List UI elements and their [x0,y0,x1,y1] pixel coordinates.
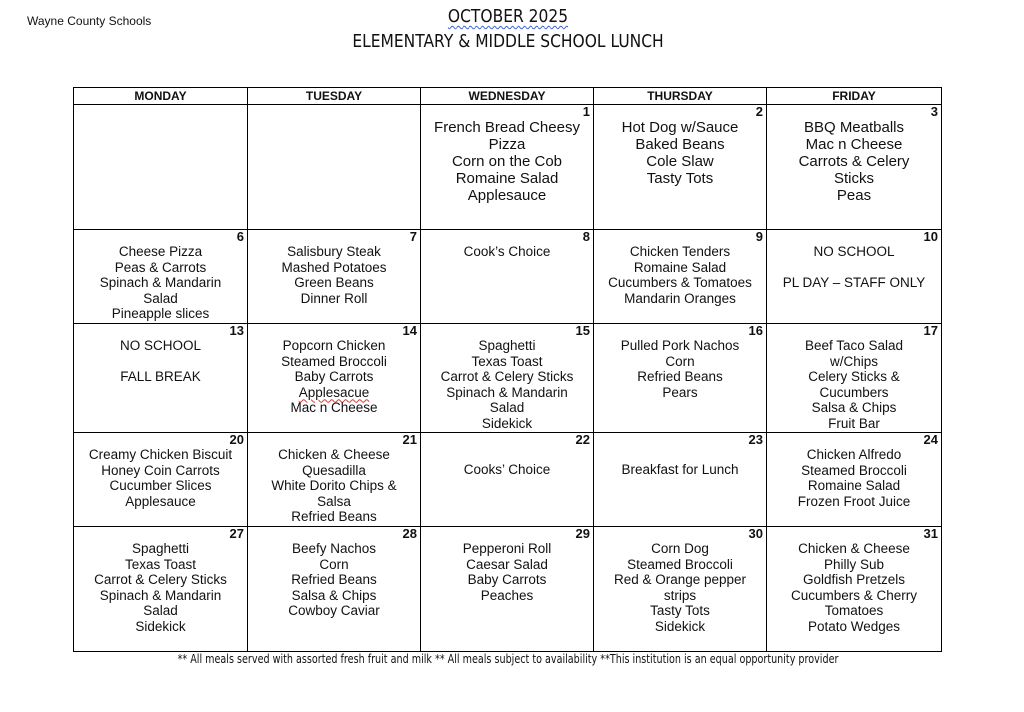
date-number: 10 [923,229,938,244]
menu-item: Creamy Chicken Biscuit [88,447,233,462]
menu-item: Green Beans [294,275,374,290]
menu-item: White Dorito Chips & [271,478,397,493]
date-number: 20 [229,432,244,447]
menu-items [767,447,941,509]
date-number: 16 [748,323,763,338]
menu-item: Texas Toast [124,556,197,572]
menu-item: Baby Carrots [294,369,374,384]
date-number: 28 [402,526,417,541]
date-number: 22 [575,432,590,447]
day-cell [74,230,248,324]
menu-calendar [73,87,942,652]
menu-item: Cucumber Slices [109,478,212,493]
menu-item: Steamed Broccoli [801,462,907,478]
menu-item: Texas Toast [471,353,543,369]
menu-item: Refried Beans [291,509,377,524]
menu-item: BBQ Meatballs [803,119,905,136]
menu-item: Baby Carrots [467,572,547,587]
menu-items [421,244,593,260]
menu-item: Cheese Pizza [118,244,203,259]
menu-spacer [771,260,937,275]
menu-item: Salisbury Steak [287,244,381,259]
menu-item: Dinner Roll [300,290,368,306]
footer-note: ** All meals served with assorted fresh fruit and milk ** All meals subject to availability **This institution is an equal opportunity provider [177,652,839,666]
date-number: 6 [236,229,244,244]
menu-item: Chicken Tenders [629,244,731,259]
menu-spacer [598,447,762,462]
menu-items [421,338,593,431]
day-cell [74,105,248,230]
menu-items [767,541,941,634]
day-cell [767,527,942,652]
date-number: 7 [409,229,417,244]
date-number: 9 [755,229,763,244]
menu-item: French Bread Cheesy [434,119,580,136]
day-header-tuesday: TUESDAY [248,88,421,105]
day-cell [594,433,767,527]
menu-item: Corn [319,556,349,572]
menu-item: Mac n Cheese [290,400,378,415]
menu-item: Mandarin Oranges [624,290,736,306]
menu-item: Spaghetti [131,541,190,556]
date-number: 3 [930,104,938,119]
menu-item: strips [663,587,697,603]
day-cell [421,230,594,324]
menu-items [594,338,766,400]
menu-item: Romaine Salad [807,478,901,493]
menu-item: Pepperoni Roll [462,541,552,556]
menu-item: Caesar Salad [466,556,548,572]
date-number: 31 [923,526,938,541]
menu-items [594,244,766,306]
day-cell [767,230,942,324]
menu-items [248,338,420,416]
date-number: 13 [229,323,244,338]
page-title [71,6,945,27]
menu-item: Tasty Tots [650,603,710,618]
week-row [74,230,942,324]
day-header-thursday: THURSDAY [594,88,767,105]
menu-item: Sidekick [135,618,186,634]
menu-item: Carrot & Celery Sticks [94,572,227,587]
day-cell [421,324,594,433]
weekday-header-row [74,88,942,105]
day-cell [421,433,594,527]
menu-item: Beefy Nachos [291,541,377,556]
day-cell [594,324,767,433]
date-number: 21 [402,432,417,447]
menu-item: Tasty Tots [646,170,714,187]
menu-items [421,119,593,204]
menu-item: Cucumbers & Cherry [790,587,918,603]
district-name: Wayne County Schools [27,14,152,28]
week-row [74,324,942,433]
day-cell [594,527,767,652]
menu-items [74,338,247,384]
date-number: 14 [402,323,417,338]
menu-items [74,447,247,509]
menu-item: PL DAY – STAFF ONLY [782,274,926,290]
day-cell [74,527,248,652]
menu-spacer [78,354,243,369]
menu-item: Spaghetti [478,338,536,353]
date-number: 1 [582,104,590,119]
menu-item: Salad [143,603,178,618]
menu-item: Cowboy Caviar [288,603,380,618]
menu-item: Quesadilla [302,462,366,478]
menu-item: Breakfast for Lunch [621,462,739,477]
menu-item: Spinach & Mandarin [446,384,568,400]
page-title-text: OCTOBER 2025 [447,6,569,27]
menu-item: Steamed Broccoli [627,556,733,572]
menu-item: NO SCHOOL [119,338,201,353]
menu-item: Salsa & Chips [291,587,377,603]
date-number [74,105,247,119]
menu-items [594,119,766,187]
menu-item: Fruit Bar [828,415,880,431]
menu-item: Chicken & Cheese [798,541,910,556]
menu-items [74,541,247,634]
week-row [74,105,942,230]
menu-items [74,244,247,322]
day-cell [248,230,421,324]
menu-item: Pears [662,384,698,400]
menu-items [248,447,420,525]
day-cell [594,105,767,230]
menu-item: Spinach & Mandarin [99,587,222,603]
menu-item: Corn Dog [651,541,709,556]
day-cell [248,324,421,433]
day-cell [74,433,248,527]
menu-item: Salad [143,290,178,306]
menu-items [594,541,766,634]
menu-item: Pineapple slices [111,306,210,321]
menu-item: Corn [665,353,695,369]
menu-item: Beef Taco Salad [804,338,904,353]
menu-item: Popcorn Chicken [282,338,386,353]
week-row [74,527,942,652]
menu-item: Cole Slaw [646,153,714,170]
day-cell [767,105,942,230]
menu-item: Mac n Cheese [805,136,903,153]
menu-item: Applesacue [298,384,370,400]
menu-item: Applesauce [125,493,196,509]
page-subtitle: ELEMENTARY & MIDDLE SCHOOL LUNCH [352,31,664,52]
menu-item: Hot Dog w/Sauce [621,119,739,136]
menu-items [767,244,941,290]
day-cell [421,527,594,652]
menu-item: Pulled Pork Nachos [620,338,740,353]
menu-item: Celery Sticks & [808,369,900,384]
menu-item: Honey Coin Carrots [101,462,220,478]
menu-item: Peaches [480,587,534,603]
menu-item: Refried Beans [291,572,377,587]
menu-items [594,447,766,478]
menu-item: Salsa [317,493,351,509]
menu-item: Sidekick [654,618,706,634]
menu-item: Romaine Salad [633,259,727,275]
date-number: 24 [923,432,938,447]
day-header-wednesday: WEDNESDAY [421,88,594,105]
menu-item: Pizza [488,136,526,153]
date-number [248,105,420,119]
date-number: 17 [923,323,938,338]
menu-item: Frozen Froot Juice [797,493,911,509]
date-number: 30 [748,526,763,541]
menu-item: FALL BREAK [120,368,201,384]
menu-item: Philly Sub [823,556,885,572]
day-cell [594,230,767,324]
menu-item: Peas [836,187,872,204]
day-header-monday: MONDAY [74,88,248,105]
menu-items [421,447,593,478]
day-cell [767,324,942,433]
day-cell [74,324,248,433]
menu-item: Corn on the Cob [451,153,563,170]
date-number: 2 [755,104,763,119]
week-row [74,433,942,527]
menu-item: w/Chips [829,353,878,369]
menu-item: Red & Orange pepper [613,572,747,587]
menu-item: Spinach & Mandarin [99,275,222,290]
menu-item: Cooks’ Choice [463,462,551,477]
menu-item: Goldfish Pretzels [802,572,906,587]
menu-item: Chicken & Cheese [278,447,390,462]
date-number: 8 [582,229,590,244]
menu-item: Steamed Broccoli [281,353,387,369]
day-cell [248,105,421,230]
menu-item: Chicken Alfredo [806,447,902,462]
date-number: 15 [575,323,590,338]
day-cell [248,527,421,652]
menu-item: Salad [489,400,525,415]
date-number: 23 [748,432,763,447]
menu-items [421,541,593,603]
menu-item: Cook’s Choice [463,244,551,259]
menu-item: Applesauce [467,187,547,204]
menu-item: Tomatoes [824,603,884,618]
menu-item: Mashed Potatoes [281,259,387,275]
menu-item: Carrots & Celery [798,153,910,170]
day-cell [767,433,942,527]
date-number: 27 [229,526,244,541]
menu-item: NO SCHOOL [813,244,895,259]
menu-item: Potato Wedges [807,618,901,634]
menu-item: Baked Beans [635,136,725,153]
menu-item: Cucumbers [819,384,889,400]
menu-spacer [425,447,589,462]
menu-item: Romaine Salad [455,170,559,187]
menu-items [767,119,941,204]
menu-item: Refried Beans [637,369,723,384]
menu-items [248,541,420,619]
menu-items [767,338,941,431]
date-number: 29 [575,526,590,541]
menu-items [248,244,420,306]
day-cell [421,105,594,230]
menu-item: Carrot & Celery Sticks [440,369,574,384]
day-header-friday: FRIDAY [767,88,942,105]
menu-item: Cucumbers & Tomatoes [608,275,752,290]
menu-item: Peas & Carrots [114,259,207,275]
menu-item: Sidekick [481,415,533,431]
menu-item: Salsa & Chips [811,400,897,415]
day-cell [248,433,421,527]
menu-item: Sticks [833,170,874,187]
